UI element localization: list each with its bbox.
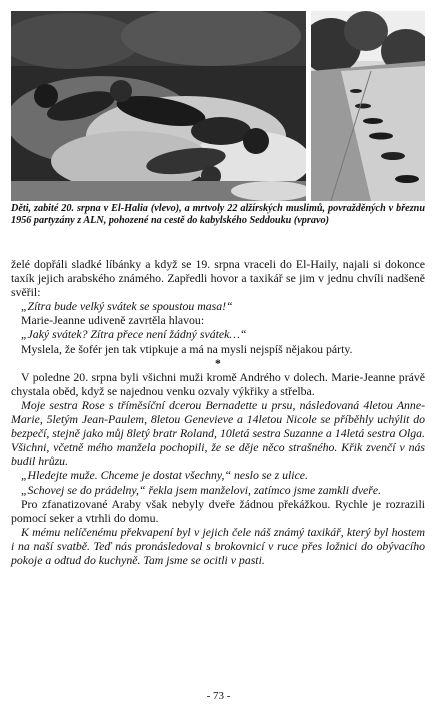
- body-text: [11, 257, 425, 567]
- paragraph: „Schovej se do prádelny,“ řekla jsem manželovi, zatímco jsme zamkli dveře.: [21, 482, 382, 497]
- paragraph: Moje sestra Rose s tříměsíční dcerou Bernadette u prsu, následovaná 4letou Anne-Marie, 5letým Jean-Paulem, 8letou Genevieve a 14letou Nicole se příběhly uchýlit do bezpečí, stejně jako můj 8letý bratr Roland, 10letá sestra Suzanne a 14letá sestra Olga. Všichni, včetně mého manžela pochopili, že se děje něco strašného. Křik zvenčí v nás budil hrůzu.: [11, 397, 425, 469]
- paragraph: „Jaký svátek? Zítra přece není žádný svátek…“: [21, 327, 247, 342]
- paragraph: želé dopřáli sladké líbánky a když se 19. srpna vraceli do El-Haily, najali si dokonce taxík jejich arabského známého. Zapředli hovor a taxikář se jim v jednu chvíli nadšeně svěřil:: [11, 257, 425, 300]
- photo-road-image: [311, 11, 425, 201]
- paragraph: „Hledejte muže. Chceme je dostat všechny,“ neslo se z ulice.: [21, 468, 308, 483]
- page-number: - 73 -: [206, 690, 231, 702]
- photo-road-seddouk: [311, 11, 425, 201]
- photo-pair: [11, 11, 425, 201]
- paragraph: V poledne 20. srpna byli všichni muži kromě Andrého v dolech. Marie-Jeanne právě chystala oběd, když se najednou venku ozvaly výkřiky a střelba.: [11, 369, 425, 398]
- photo-caption: Děti, zabité 20. srpna v El-Halia (vlevo), a mrtvoly 22 alžírských muslimů, povražděných v březnu 1956 partyzány z ALN, pohozené na cestě do kabylského Seddouku (vpravo): [11, 203, 425, 226]
- section-separator: *: [215, 355, 221, 370]
- photo-el-halia-image: [11, 11, 306, 201]
- paragraph: „Zítra bude velký svátek se spoustou masa!“: [21, 299, 233, 314]
- photo-el-halia-children: [11, 11, 306, 201]
- paragraph: Pro zfanatizované Araby však nebyly dveře žádnou překážkou. Rychle je rozrazili pomocí seker a vtrhli do domu.: [11, 496, 425, 525]
- paragraph: Marie-Jeanne udiveně zavrtěla hlavou:: [21, 313, 205, 328]
- paragraph: K mému nelíčenému překvapení byl v jejich čele náš známý taxikář, který byl hostem i na naší svatbě. Teď nás pronásledoval s brokovnicí v ruce přes ložnici do obývacího pokoje a odtud do kuchyně. Tam jsme se ocitli v pasti.: [11, 524, 425, 567]
- paragraph: Myslela, že šofér jen tak vtipkuje a má na mysli nejspíš nějakou párty.: [21, 341, 353, 356]
